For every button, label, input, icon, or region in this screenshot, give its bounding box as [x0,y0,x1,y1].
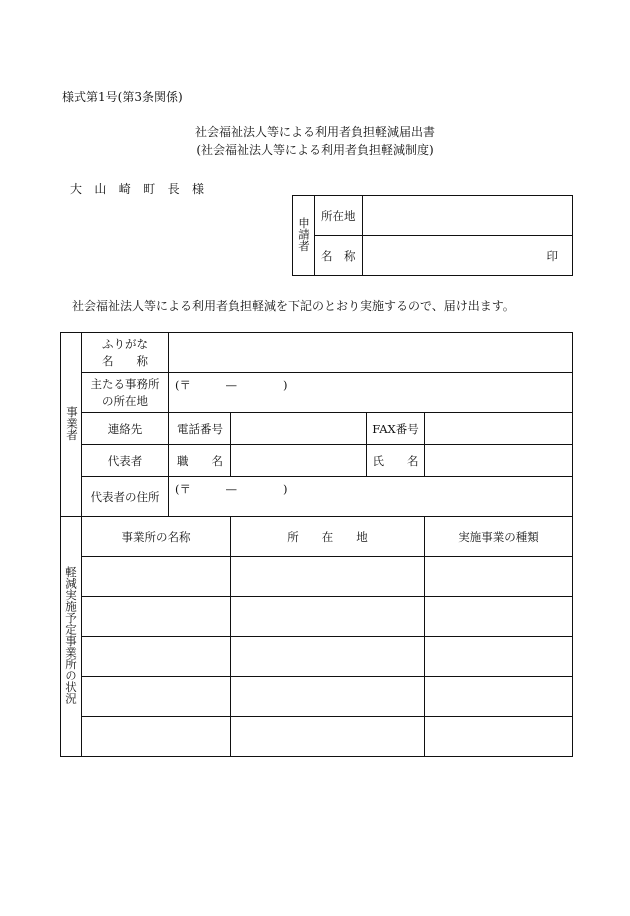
applicant-address-field[interactable] [363,196,573,236]
rep-address-label: 代表者の住所 [82,477,169,517]
furigana-name-label [82,333,169,373]
operator-name-field[interactable] [169,333,573,373]
phone-field[interactable] [231,413,367,445]
main-form-table [60,332,573,757]
office-name-cell[interactable] [82,717,231,757]
service-type-cell[interactable] [425,557,573,597]
representative-label: 代表者 [82,445,169,477]
service-type-cell[interactable] [425,717,573,757]
office-address-field[interactable] [169,373,573,413]
plan-header: 軽減実施予定事業所の状況 [61,517,82,757]
office-name-cell[interactable] [82,597,231,637]
statement-text: 社会福祉法人等による利用者負担軽減を下記のとおり実施するので、届け出ます。 [72,299,515,313]
contact-label: 連絡先 [82,413,169,445]
location-cell[interactable] [231,717,425,757]
location-cell[interactable] [231,637,425,677]
table-row [61,677,573,717]
table-row [61,717,573,757]
col-service-type: 実施事業の種類 [425,517,573,557]
addressee: 大 山 崎 町 長 様 [70,182,205,196]
rep-address-field[interactable] [169,477,573,517]
applicant-name-label: 名 称 [315,236,363,276]
person-name-field[interactable] [425,445,573,477]
location-cell[interactable] [231,677,425,717]
fax-label: FAX番号 [367,413,425,445]
phone-label: 電話番号 [169,413,231,445]
document-subtitle: (社会福祉法人等による利用者負担軽減制度) [196,143,434,157]
table-row [61,597,573,637]
service-type-cell[interactable] [425,597,573,637]
office-name-cell[interactable] [82,637,231,677]
service-type-cell[interactable] [425,637,573,677]
position-field[interactable] [231,445,367,477]
table-row [61,637,573,677]
rep-postal-prefix: (〒 — ) [175,482,288,496]
form-number: 様式第1号(第3条関係) [62,90,183,104]
operator-header: 事業者 [61,333,82,517]
applicant-address-label: 所在地 [315,196,363,236]
col-office-name: 事業所の名称 [82,517,231,557]
fax-field[interactable] [425,413,573,445]
furigana-label: ふりがな [102,336,148,351]
applicant-name-field[interactable] [363,236,573,276]
office-postal-prefix: (〒 — ) [175,378,288,392]
office-label-line1: 主たる事務所 [90,376,160,391]
operator-name-label: 名 称 [102,353,148,368]
service-type-cell[interactable] [425,677,573,717]
table-row [61,557,573,597]
col-location: 所 在 地 [231,517,425,557]
person-name-label: 氏 名 [367,445,425,477]
position-label: 職 名 [169,445,231,477]
office-address-label [82,373,169,413]
location-cell[interactable] [231,557,425,597]
office-label-line2: の所在地 [102,393,148,408]
location-cell[interactable] [231,597,425,637]
applicant-box [292,195,573,276]
office-name-cell[interactable] [82,677,231,717]
applicant-header: 申請者 [293,196,315,276]
office-name-cell[interactable] [82,557,231,597]
document-title: 社会福祉法人等による利用者負担軽減届出書 [194,125,435,139]
seal-mark: 印 [546,248,558,263]
